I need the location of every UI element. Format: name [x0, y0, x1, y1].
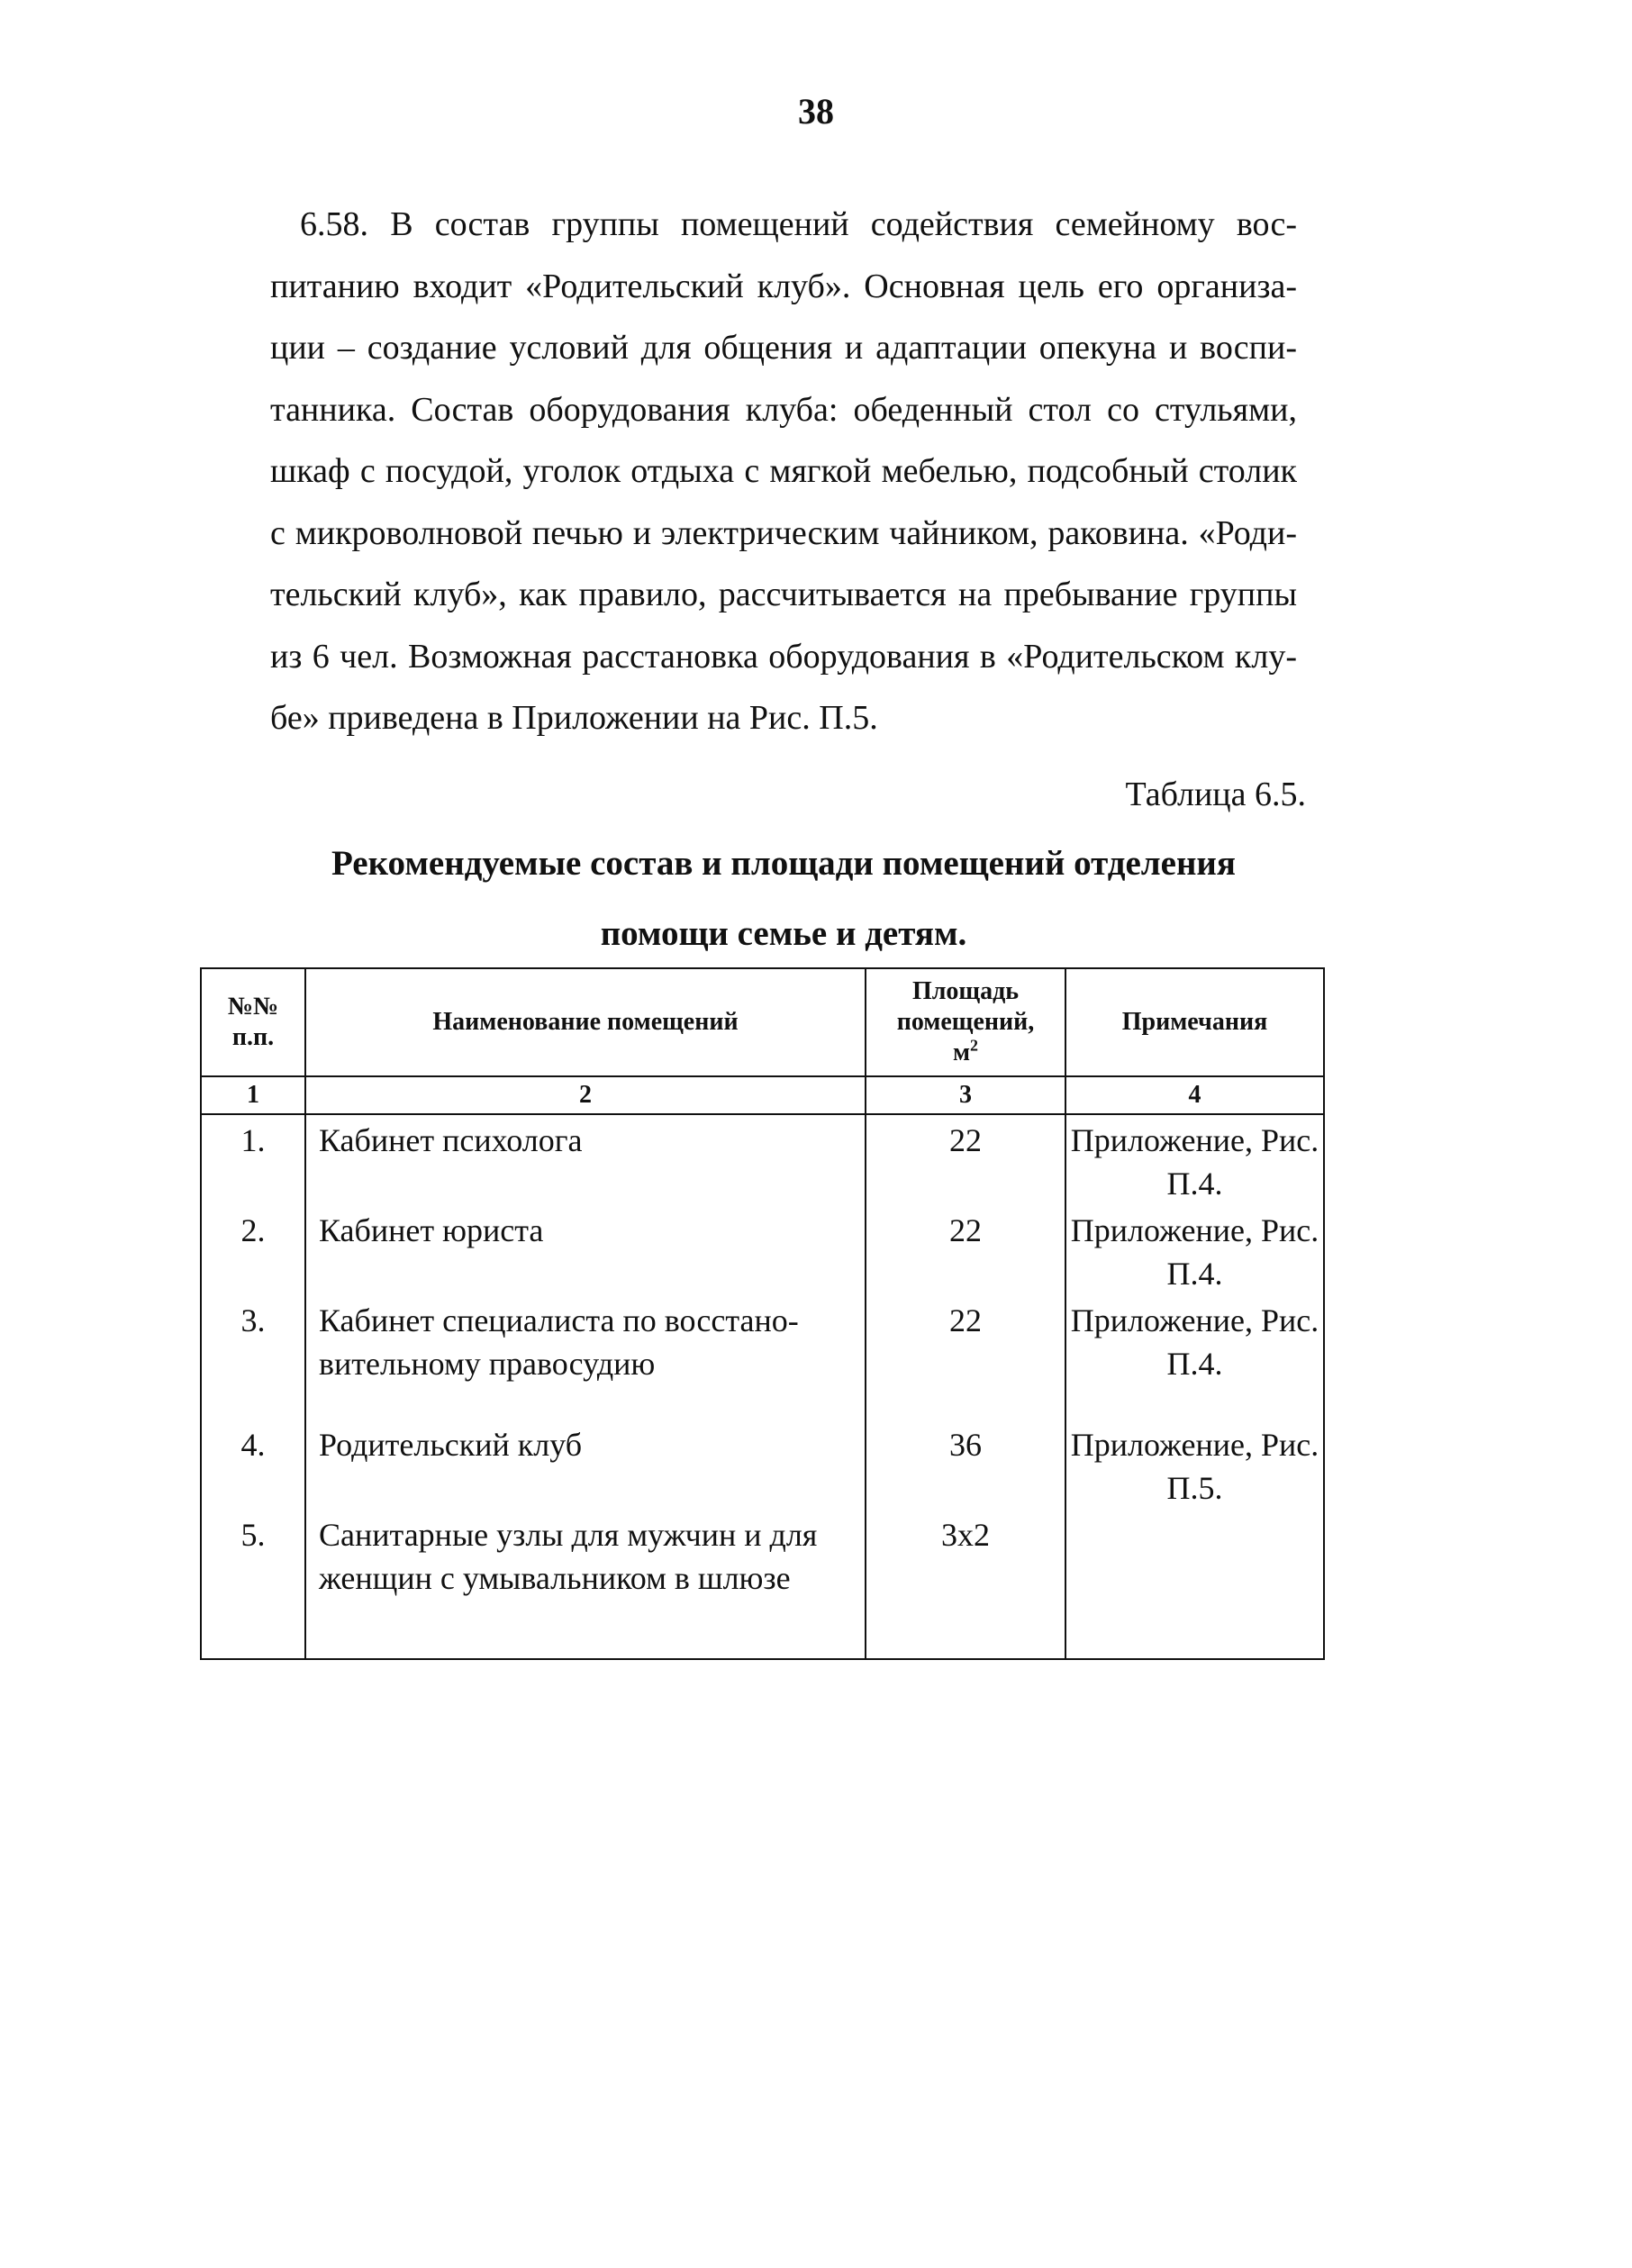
row-number: 2.	[201, 1205, 305, 1295]
header-notes: Примечания	[1065, 968, 1324, 1076]
header-area	[866, 968, 1065, 1076]
room-note	[1065, 1510, 1324, 1659]
table-header-row	[201, 968, 1324, 1076]
header-name: Наименование помещений	[305, 968, 866, 1076]
header-area-unit: м	[952, 1039, 971, 1066]
column-number-row	[201, 1076, 1324, 1114]
room-note: Приложение, Рис. П.4.	[1065, 1205, 1324, 1295]
row-number: 1.	[201, 1114, 305, 1205]
room-note: Приложение, Рис. П.4.	[1065, 1114, 1324, 1205]
room-area: 36	[866, 1420, 1065, 1510]
table-row	[201, 1205, 1324, 1295]
table-row	[201, 1114, 1324, 1205]
header-area-unit-sup: 2	[970, 1036, 979, 1055]
table-number: Таблица 6.5.	[1125, 776, 1306, 813]
header-number-line1: №№	[227, 993, 279, 1021]
table-title: Рекомендуемые состав и площади помещений отделения помощи семье и детям.	[331, 844, 1236, 953]
room-name: Кабинет психолога	[305, 1114, 866, 1205]
room-area: 3х2	[866, 1510, 1065, 1659]
row-number: 3.	[201, 1295, 305, 1420]
room-area: 22	[866, 1295, 1065, 1420]
column-number: 1	[201, 1076, 305, 1114]
room-name: Родительский клуб	[305, 1420, 866, 1510]
room-name: Кабинет юриста	[305, 1205, 866, 1295]
room-name: Санитарные узлы для мужчин и для женщин с умывальником в шлюзе	[305, 1510, 866, 1659]
row-number: 4.	[201, 1420, 305, 1510]
room-area: 22	[866, 1205, 1065, 1295]
column-number: 4	[1065, 1076, 1324, 1114]
rooms-table	[200, 967, 1325, 1660]
row-number: 5.	[201, 1510, 305, 1659]
column-number: 2	[305, 1076, 866, 1114]
body-paragraph: 6.58. В состав группы помещений содействия семейному воспитанию входит «Родительский клуб». Основная цель его организации – создание условий для общения и адаптации опекуна и воспитанника. Состав оборудования клуба: обеденный стол со стульями, шкаф с посудой, уголок отдыха с мягкой мебелью, подсобный столик с микроволновой печью и электрическим чайником, раковина. «Родительский клуб», как правило, рассчитывается на пребывание группы из 6 чел. Возможная расстановка оборудования в «Родительском клубе» приведена в Приложении на Рис. П.5.	[270, 205, 1297, 737]
table-row	[201, 1420, 1324, 1510]
page-number: 38	[798, 91, 834, 132]
table-row	[201, 1510, 1324, 1659]
table-row	[201, 1295, 1324, 1420]
header-number-line2: п.п.	[231, 1023, 275, 1051]
header-number	[201, 968, 305, 1076]
room-note: Приложение, Рис. П.4.	[1065, 1295, 1324, 1420]
header-area-label: Площадь помещений,	[896, 977, 1035, 1036]
room-area: 22	[866, 1114, 1065, 1205]
room-name: Кабинет специалиста по восстановительному правосудию	[305, 1295, 866, 1420]
room-note: Приложение, Рис. П.5.	[1065, 1420, 1324, 1510]
column-number: 3	[866, 1076, 1065, 1114]
